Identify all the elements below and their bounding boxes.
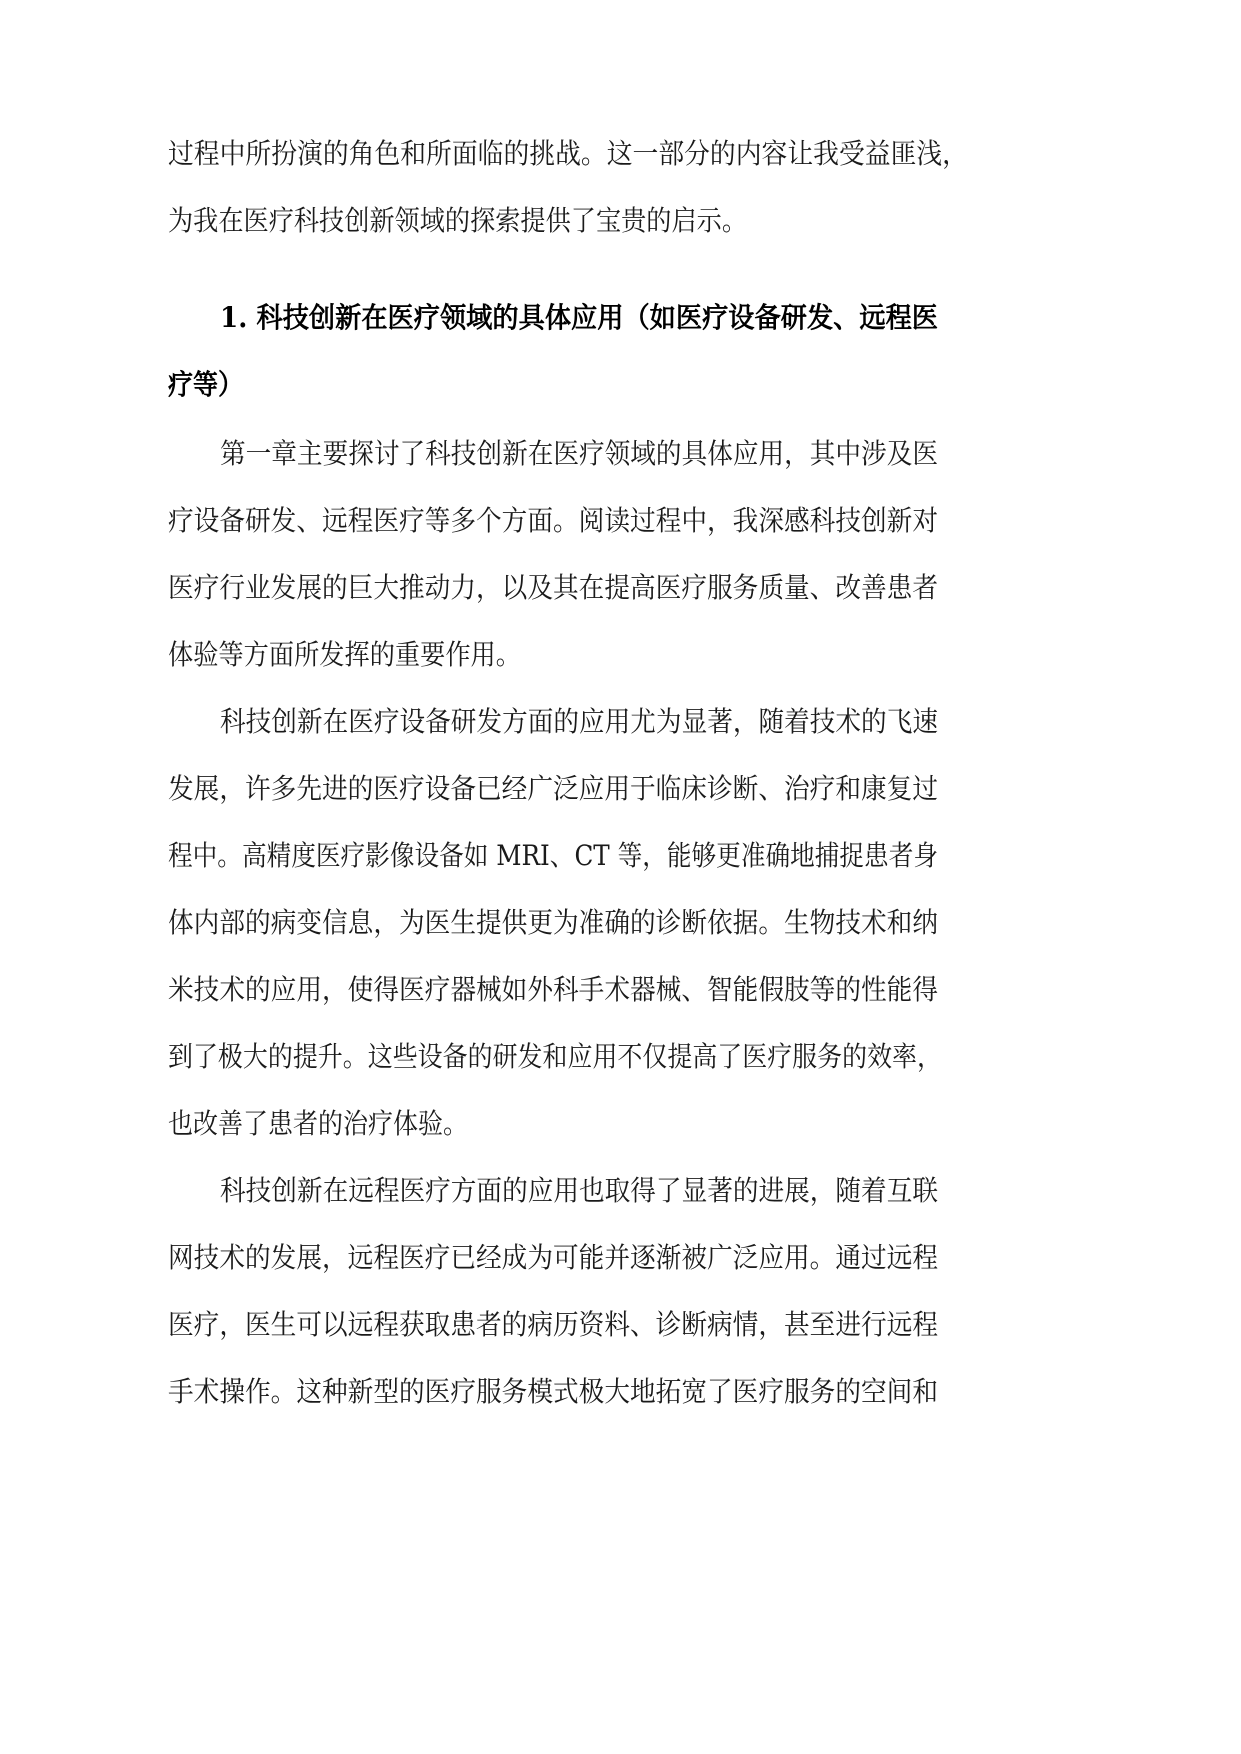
section-heading [0,361,1241,409]
paragraph-line [0,130,1241,178]
text-line: 到了极大的提升。这些设备的研发和应用不仅提高了医疗服务的效率， [168,1040,942,1073]
paragraph-line [0,1301,1241,1349]
section-heading-text: 1. 科技创新在医疗领域的具体应用（如医疗设备研发、远程医 [220,301,938,334]
paragraph-line [0,631,1241,679]
text-line: 发展，许多先进的医疗设备已经广泛应用于临床诊断、治疗和康复过 [168,772,938,805]
text-line: 体内部的病变信息，为医生提供更为准确的诊断依据。生物技术和纳 [168,906,938,939]
paragraph-line [0,1167,1241,1215]
text-line: 手术操作。这种新型的医疗服务模式极大地拓宽了医疗服务的空间和 [168,1375,938,1408]
text-line: 程中。高精度医疗影像设备如 MRI、CT 等，能够更准确地捕捉患者身 [168,839,938,872]
text-line: 为我在医疗科技创新领域的探索提供了宝贵的启示。 [168,204,747,237]
paragraph-line [0,197,1241,245]
paragraph-line [0,564,1241,612]
paragraph-line [0,966,1241,1014]
paragraph-line [0,1368,1241,1416]
text-line: 医疗，医生可以远程获取患者的病历资料、诊断病情，甚至进行远程 [168,1308,938,1341]
paragraph-line [0,832,1241,880]
text-line: 医疗行业发展的巨大推动力，以及其在提高医疗服务质量、改善患者 [168,571,938,604]
text-line: 科技创新在医疗设备研发方面的应用尤为显著，随着技术的飞速 [220,705,938,738]
paragraph-line [0,899,1241,947]
text-line: 体验等方面所发挥的重要作用。 [168,638,521,671]
text-line: 科技创新在远程医疗方面的应用也取得了显著的进展，随着互联 [220,1174,938,1207]
paragraph-line [0,1100,1241,1148]
paragraph-line [0,1033,1241,1081]
text-line: 也改善了患者的治疗体验。 [168,1107,468,1140]
text-line: 米技术的应用，使得医疗器械如外科手术器械、智能假肢等的性能得 [168,973,938,1006]
section-heading [0,294,1241,342]
paragraph-line [0,1234,1241,1282]
text-line: 过程中所扮演的角色和所面临的挑战。这一部分的内容让我受益匪浅， [168,137,968,170]
text-line: 第一章主要探讨了科技创新在医疗领域的具体应用，其中涉及医 [220,437,938,470]
text-line: 网技术的发展，远程医疗已经成为可能并逐渐被广泛应用。通过远程 [168,1241,938,1274]
section-heading-text: 疗等） [168,368,243,401]
paragraph-line [0,698,1241,746]
paragraph-line [0,765,1241,813]
paragraph-line [0,497,1241,545]
paragraph-line [0,430,1241,478]
text-line: 疗设备研发、远程医疗等多个方面。阅读过程中，我深感科技创新对 [168,504,938,537]
